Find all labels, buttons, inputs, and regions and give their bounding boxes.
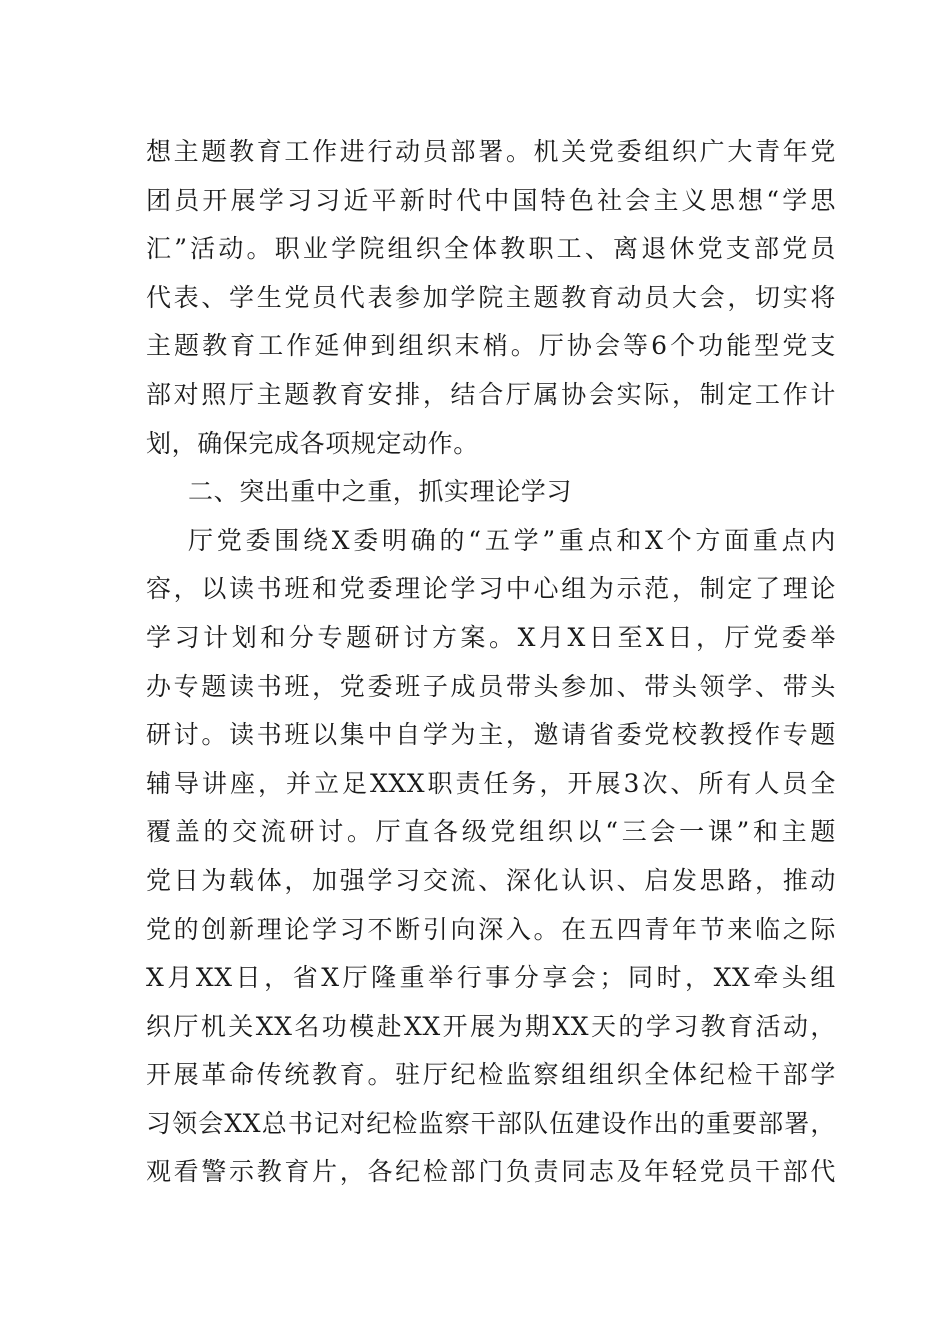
text-line: 辅导讲座，并立足XXX职责任务，开展3次、所有人员全 (146, 768, 836, 798)
text-line: 研讨。读书班以集中自学为主，邀请省委党校教授作专题 (146, 720, 836, 750)
text-line: 汇”活动。职业学院组织全体教职工、离退休党支部党员 (146, 234, 836, 264)
text-line: 织厅机关XX名功模赴XX开展为期XX天的学习教育活动， (146, 1011, 836, 1041)
body-text (146, 128, 836, 1197)
section-heading: 二、突出重中之重，抓实理论学习 (188, 477, 573, 507)
text-line: 划，确保完成各项规定动作。 (146, 428, 479, 458)
text-line: 主题教育工作延伸到组织末梢。厅协会等6个功能型党支 (146, 331, 836, 361)
text-line: 办专题读书班，党委班子成员带头参加、带头领学、带头 (146, 671, 836, 701)
text-line: 团员开展学习习近平新时代中国特色社会主义思想“学思 (146, 185, 836, 215)
text-line: 部对照厅主题教育安排，结合厅属协会实际，制定工作计 (146, 379, 836, 409)
text-line: 厅党委围绕X委明确的“五学”重点和X个方面重点内 (188, 525, 836, 555)
text-line: 覆盖的交流研讨。厅直各级党组织以“三会一课”和主题 (146, 817, 836, 847)
text-line: 党的创新理论学习不断引向深入。在五四青年节来临之际 (146, 914, 836, 944)
text-line: 代表、学生党员代表参加学院主题教育动员大会，切实将 (146, 282, 836, 312)
text-line: 观看警示教育片，各纪检部门负责同志及年轻党员干部代 (146, 1157, 836, 1187)
text-line: X月XX日，省X厅隆重举行事分享会；同时，XX牵头组 (146, 963, 836, 993)
text-line: 容，以读书班和党委理论学习中心组为示范，制定了理论 (146, 574, 836, 604)
text-line: 习领会XX总书记对纪检监察干部队伍建设作出的重要部署， (146, 1108, 836, 1138)
text-line: 学习计划和分专题研讨方案。X月X日至X日，厅党委举 (146, 622, 836, 652)
text-line: 开展革命传统教育。驻厅纪检监察组组织全体纪检干部学 (146, 1060, 836, 1090)
text-line: 党日为载体，加强学习交流、深化认识、启发思路，推动 (146, 865, 836, 895)
text-line: 想主题教育工作进行动员部署。机关党委组织广大青年党 (146, 137, 836, 166)
